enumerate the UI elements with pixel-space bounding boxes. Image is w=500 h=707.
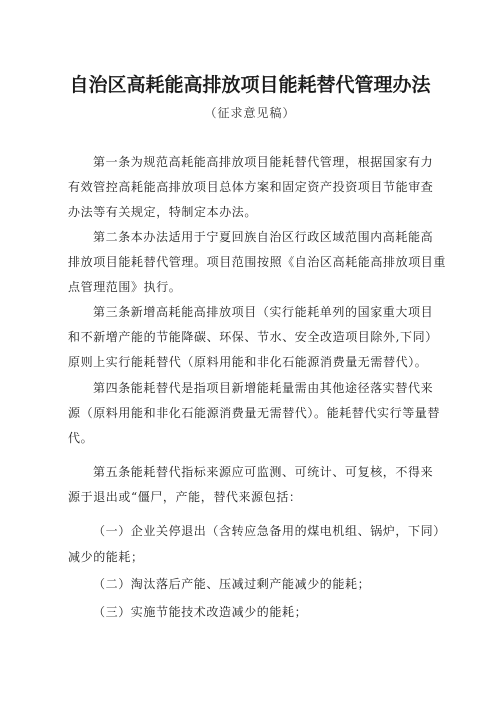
item-2-line: （二）淘汰落后产能、压减过剩产能减少的能耗； <box>93 577 371 591</box>
article-2-line-2: 排放项目能耗替代管理。项目范围按照《自治区高耗能高排放项目重 <box>68 255 447 269</box>
article-2-line-1: 第二条本办法适用于宁夏回族自治区行政区域范围内高耗能高 <box>93 230 434 244</box>
item-1-line-1: （一）企业关停退出（含转应急备用的煤电机组、锅炉，下同） <box>93 524 446 538</box>
article-4-line-2: 源（原料用能和非化石能源消费量无需替代）。能耗替代实行等量替 <box>68 406 441 420</box>
item-3-line: （三）实施节能技术改造减少的能耗； <box>93 605 308 619</box>
article-4-line-1: 第四条能耗替代是指项目新增能耗量需由其他途径落实替代来 <box>93 381 434 395</box>
article-5-line-2: 源于退出或“僵尸，产能，替代来源包括： <box>68 490 302 504</box>
article-3-line-2: 和不新增产能的节能降碳、环保、节水、安全改造项目除外,下同） <box>68 330 438 344</box>
article-5-line-1: 第五条能耗替代指标来源应可监测、可统计、可复核，不得来 <box>93 465 434 479</box>
article-3-line-3: 原则上实行能耗替代（原料用能和非化石能源消费量无需替代）。 <box>68 355 428 369</box>
article-1-line-1: 第一条为规范高耗能高排放项目能耗替代管理，根据国家有力 <box>93 155 434 169</box>
article-1-line-3: 办法等有关规定，特制定本办法。 <box>68 205 258 219</box>
article-4-line-3: 代。 <box>68 431 94 445</box>
article-3-line-1: 第三条新增高耗能高排放项目（实行能耗单列的国家重大项目 <box>93 305 434 319</box>
article-2-line-3: 点管理范围》执行。 <box>68 280 182 294</box>
document-title: 自治区高耗能高排放项目能耗替代管理办法 <box>69 74 431 96</box>
document-subtitle: （征求意见稿） <box>204 106 296 120</box>
item-1-line-2: 减少的能耗； <box>68 550 144 564</box>
article-1-line-2: 有效管控高耗能高排放项目总体方案和固定资产投资项目节能审查 <box>68 180 434 194</box>
